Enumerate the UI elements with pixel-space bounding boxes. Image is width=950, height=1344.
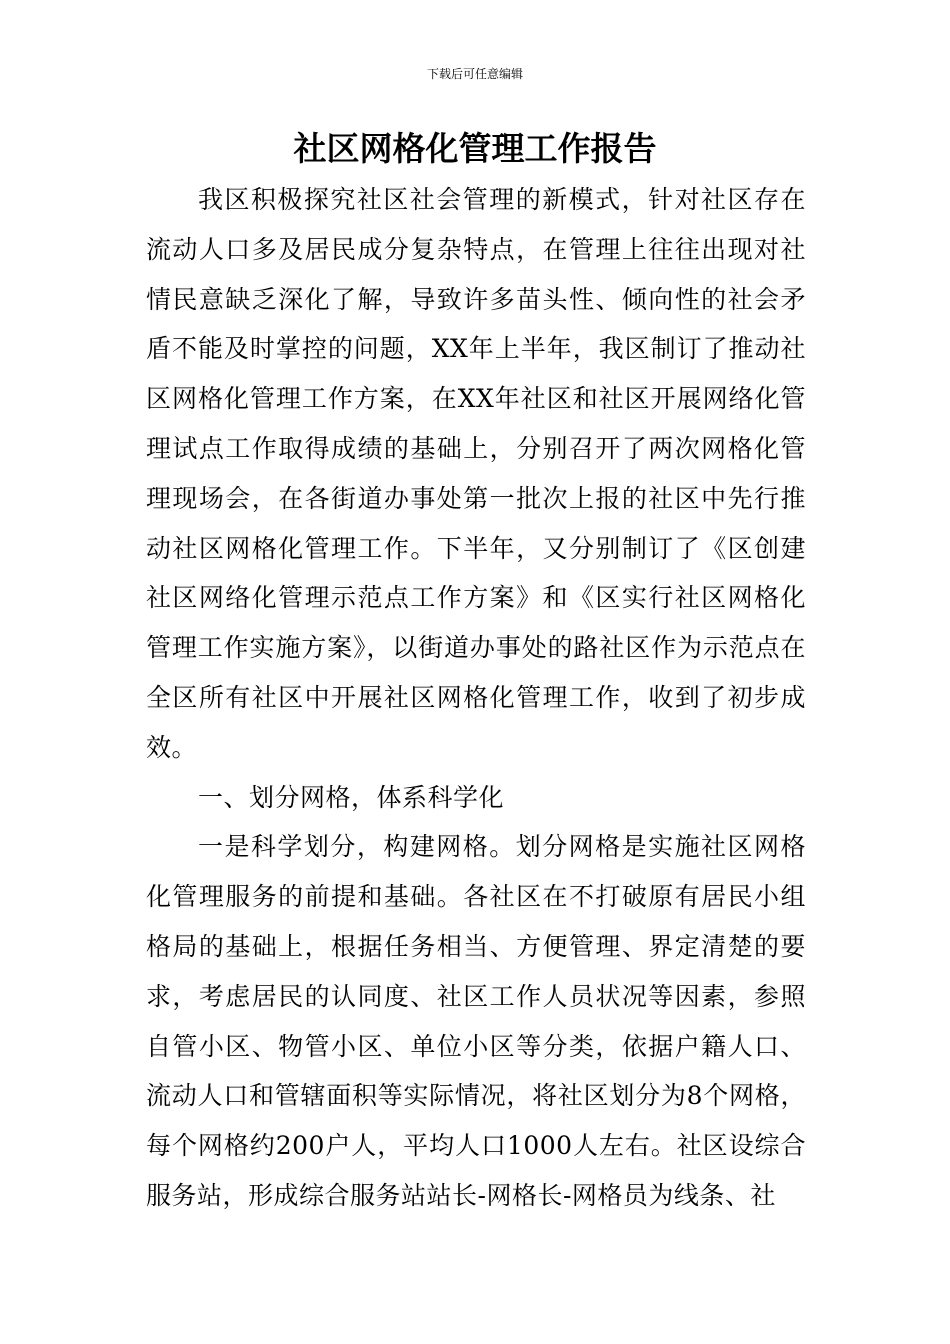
document-title: 社区网格化管理工作报告 xyxy=(293,129,657,168)
section-heading: 一、划分网格，体系科学化 xyxy=(198,782,505,812)
intro-paragraph: 我区积极探究社区社会管理的新模式，针对社区存在流动人口多及居民成分复杂特点，在管理上往往出现对社情民意缺乏深化了解，导致许多苗头性、倾向性的社会矛盾不能及时掌控的问题，XX年上半年，我区制订了推动社区网格化管理工作方案，在XX年社区和社区开展网络化管理试点工作取得成绩的基础上，分别召开了两次网格化管理现场会，在各街道办事处第一批次上报的社区中先行推动社区网格化管理工作。下半年，又分别制订了《区创建社区网络化管理示范点工作方案》和《区实行社区网格化管理工作实施方案》，以街道办事处的路社区作为示范点在全区所有社区中开展社区网格化管理工作，收到了初步成效。 xyxy=(146,185,806,762)
section-paragraph: 一是科学划分，构建网格。划分网格是实施社区网格化管理服务的前提和基础。各社区在不打破原有居民小组格局的基础上，根据任务相当、方便管理、界定清楚的要求，考虑居民的认同度、社区工作人员状况等因素，参照自管小区、物管小区、单位小区等分类，依据户籍人口、流动人口和管辖面积等实际情况，将社区划分为8个网格，每个网格约200户人，平均人口1000人左右。社区设综合服务站，形成综合服务站站长-网格长-网格员为线条、社 xyxy=(146,832,806,1210)
document-body xyxy=(146,175,806,1221)
header-note: 下载后可任意编辑 xyxy=(426,67,523,81)
